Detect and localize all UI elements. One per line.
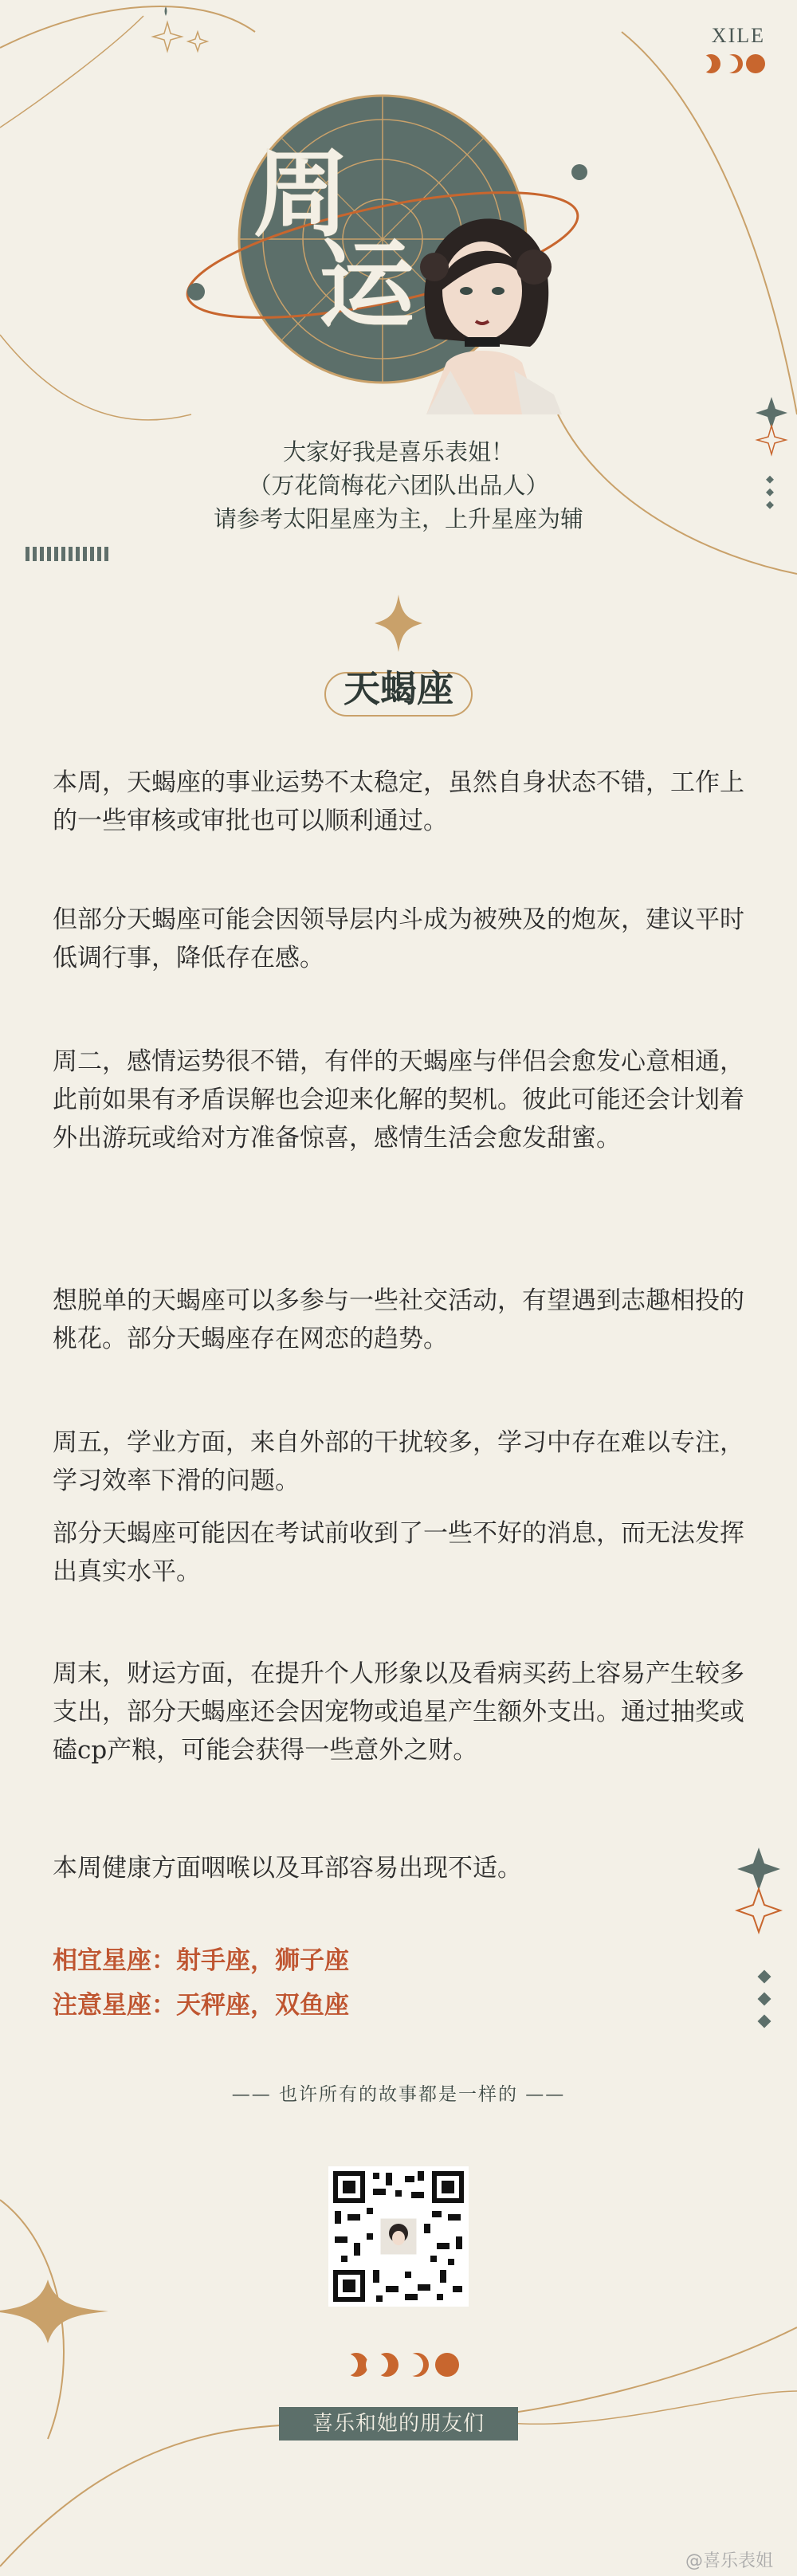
paragraph: 周二，感情运势很不错，有伴的天蝎座与伴侣会愈发心意相通，此前如果有矛盾误解也会迎来化解的契机。彼此可能还会计划着外出游玩或给对方准备惊喜，感情生活会愈发甜蜜。 — [53, 1047, 744, 1153]
qr-code[interactable] — [328, 2166, 469, 2307]
title-char-2: 运 — [319, 230, 414, 341]
bars-decoration — [26, 547, 108, 561]
intro-line-3: 请参考太阳星座为主，上升星座为辅 — [213, 505, 583, 532]
avatar-illustration — [402, 203, 562, 414]
sparkle-icon — [375, 595, 422, 652]
paragraph: 本周健康方面咽喉以及耳部容易出现不适。 — [53, 1854, 522, 1883]
sparkle-icon — [0, 2280, 108, 2343]
intro-line-2: （万花筒梅花六团队出品人） — [248, 472, 549, 499]
compat-good: 相宜星座：射手座，狮子座 — [53, 1946, 349, 1975]
brand-logo: XILE — [711, 24, 765, 47]
moon-phase-icon — [701, 54, 765, 73]
paragraph: 但部分天蝎座可能会因领导层内斗成为被殃及的炮灰，建议平时低调行事，降低存在感。 — [53, 905, 744, 972]
moon-phase-icon — [344, 2353, 459, 2377]
paragraph: 周末，财运方面，在提升个人形象以及看病买药上容易产生较多支出，部分天蝎座还会因宠物或追星产生额外支出。通过抽奖或磕cp产粮，可能会获得一些意外之财。 — [53, 1659, 744, 1765]
section-title: 天蝎座 — [344, 667, 453, 710]
footer-label: 喜乐和她的朋友们 — [279, 2407, 518, 2441]
paragraph: 部分天蝎座可能因在考试前收到了一些不好的消息，而无法发挥出真实水平。 — [53, 1519, 744, 1586]
title-char-1: 周 — [253, 139, 349, 250]
paragraph: 周五，学业方面，来自外部的干扰较多，学习中存在难以专注，学习效率下滑的问题。 — [53, 1428, 744, 1495]
paragraph: 本周，天蝎座的事业运势不太稳定，虽然自身状态不错，工作上的一些审核或审批也可以顺利通过。 — [53, 768, 744, 835]
paragraph: 想脱单的天蝎座可以多参与一些社交活动，有望遇到志趣相投的桃花。部分天蝎座存在网恋的趋势。 — [53, 1286, 744, 1353]
watermark: @喜乐表姐 — [685, 2551, 773, 2571]
compat-bad: 注意星座：天秤座，双鱼座 — [53, 1991, 349, 2020]
motto: —— 也许所有的故事都是一样的 —— — [231, 2084, 566, 2105]
sparkle-icon — [153, 6, 207, 51]
intro-line-1: 大家好我是喜乐表姐！ — [282, 438, 514, 465]
